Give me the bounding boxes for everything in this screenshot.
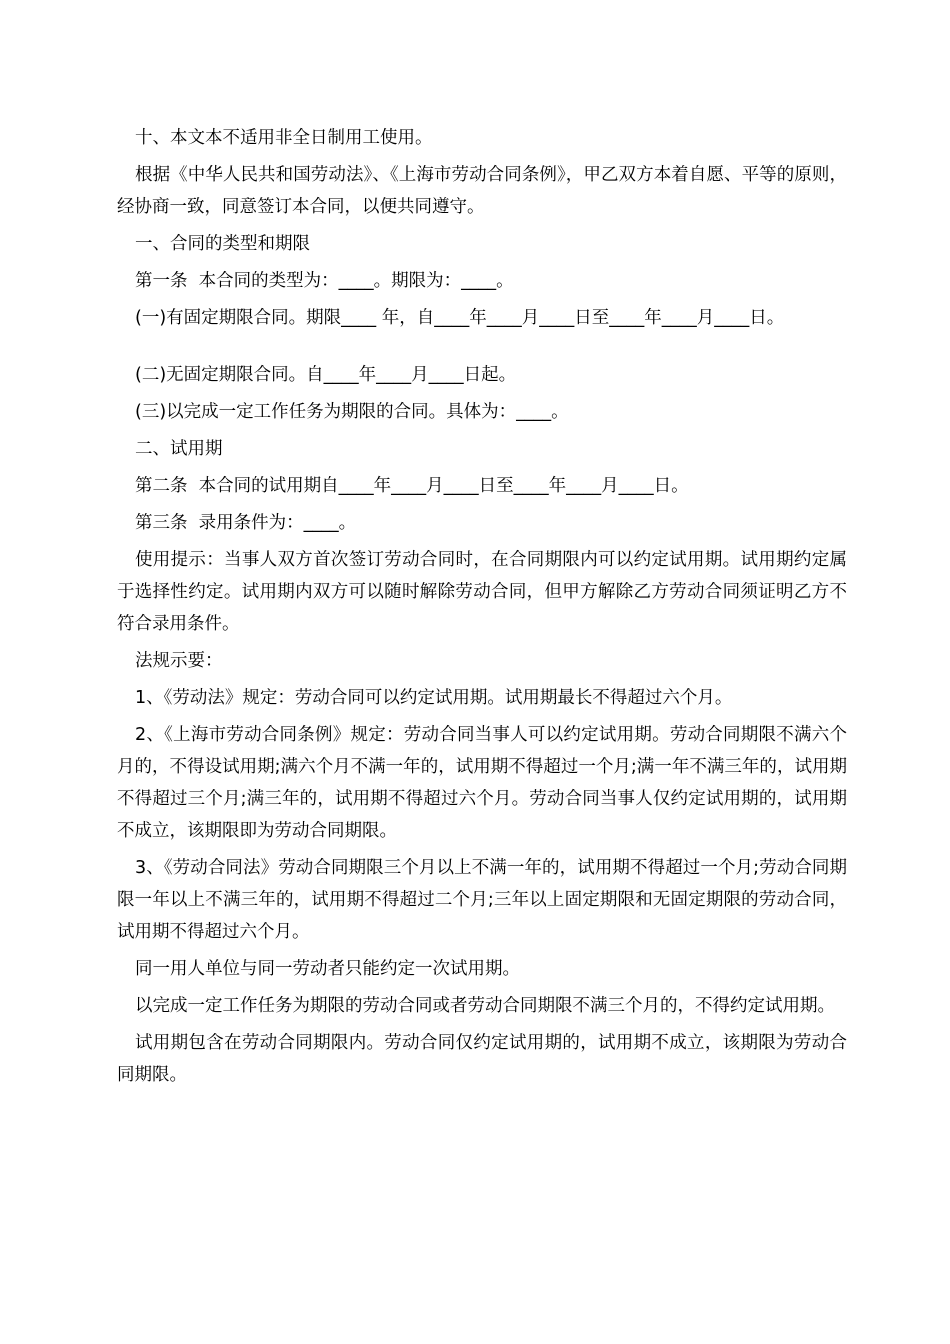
section-heading-1: 一、合同的类型和期限 [135,234,310,254]
paragraph-1: 十、本文本不适用非全日制用工使用。 [135,128,433,148]
regulation-2: 2、《上海市劳动合同条例》规定：劳动合同当事人可以约定试用期。劳动合同期限不满六个月的，不得设试用期;满六个月不满一年的，试用期不得超过一个月;满一年不满三年的，试用期不得超过三个月;满三年的，试用期不得超过六个月。劳动合同当事人仅约定试用期的，试用期不成立，该期限即为劳动合同期限。 [117,725,847,841]
section-heading-2: 二、试用期 [135,439,223,459]
paragraph-no-probation: 以完成一定工作任务为期限的劳动合同或者劳动合同期限不满三个月的，不得约定试用期。 [135,996,835,1016]
clause-fixed-term: (一)有固定期限合同。期限____ 年，自____年____月____日至____年____月____日。 [135,308,785,328]
article-2: 第二条 本合同的试用期自____年____月____日至____年____月____日。 [135,476,689,496]
paragraph-once-only: 同一用人单位与同一劳动者只能约定一次试用期。 [135,959,520,979]
clause-task-based: (三)以完成一定工作任务为期限的合同。具体为：____。 [135,402,569,422]
clause-open-ended: (二)无固定期限合同。自____年____月____日起。 [135,365,517,385]
paragraph-included: 试用期包含在劳动合同期限内。劳动合同仅约定试用期的，试用期不成立，该期限为劳动合同期限。 [117,1033,847,1085]
usage-tip: 使用提示：当事人双方首次签订劳动合同时，在合同期限内可以约定试用期。试用期约定属于选择性约定。试用期内双方可以随时解除劳动合同，但甲方解除乙方劳动合同须证明乙方不符合录用条件。 [117,550,847,634]
regulation-3: 3、《劳动合同法》劳动合同期限三个月以上不满一年的，试用期不得超过一个月;劳动合同期限一年以上不满三年的，试用期不得超过二个月;三年以上固定期限和无固定期限的劳动合同，试用期不得超过六个月。 [117,858,847,942]
regulations-heading: 法规示要： [135,651,223,671]
article-1: 第一条 本合同的类型为：____。期限为：____。 [135,271,514,291]
article-3: 第三条 录用条件为：____。 [135,513,357,533]
regulation-1: 1、《劳动法》规定：劳动合同可以约定试用期。试用期最长不得超过六个月。 [135,688,733,708]
document-body [117,122,847,1096]
paragraph-2: 根据《中华人民共和国劳动法》、《上海市劳动合同条例》，甲乙双方本着自愿、平等的原则，经协商一致，同意签订本合同，以便共同遵守。 [117,165,847,217]
